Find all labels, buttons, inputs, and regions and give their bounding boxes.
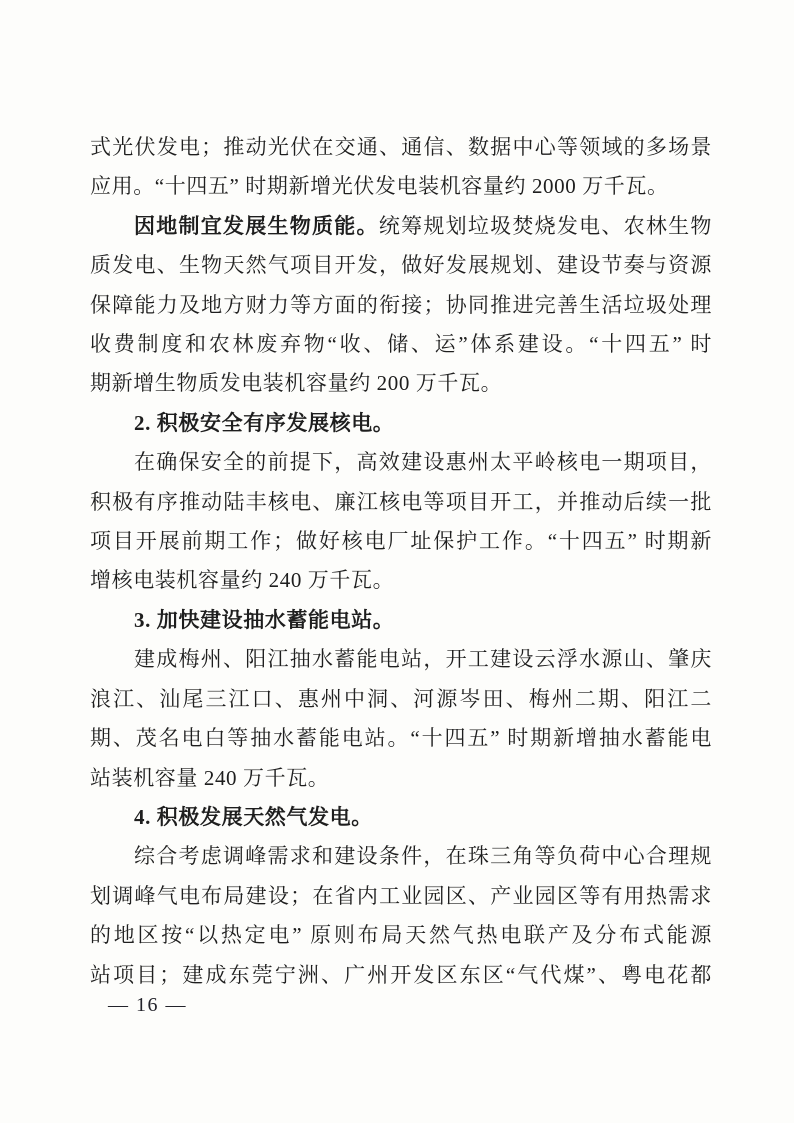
text-line [90, 719, 712, 758]
text-line [90, 286, 712, 325]
text-run: 增核电装机容量约 240 万千瓦。 [90, 568, 395, 593]
bold-run: 3. 加快建设抽水蓄能电站。 [134, 607, 395, 632]
text-line [90, 128, 712, 167]
text-run: 站项目；建成东莞宁洲、广州开发区东区“气代煤”、粤电花都 [90, 962, 712, 987]
text-run: 的地区按“以热定电” 原则布局天然气热电联产及分布式能源 [90, 923, 712, 948]
text-line [90, 837, 712, 876]
text-line [90, 483, 712, 522]
text-line [90, 877, 712, 916]
text-run: 划调峰气电布局建设；在省内工业园区、产业园区等有用热需求 [90, 883, 712, 908]
bold-run: 4. 积极发展天然气发电。 [134, 804, 373, 829]
bold-run: 2. 积极安全有序发展核电。 [134, 410, 395, 435]
text-line [90, 443, 712, 482]
text-run: 期新增生物质发电装机容量约 200 万千瓦。 [90, 371, 503, 396]
text-line [90, 246, 712, 285]
text-run: 站装机容量 240 万千瓦。 [90, 765, 330, 790]
text-line [90, 561, 712, 600]
text-run: 浪江、汕尾三江口、惠州中洞、河源岑田、梅州二期、阳江二 [90, 686, 712, 711]
text-run: 项目开展前期工作；做好核电厂址保护工作。“十四五” 时期新 [90, 529, 712, 554]
section-heading [90, 404, 712, 443]
text-run: 在确保安全的前提下，高效建设惠州太平岭核电一期项目， [134, 450, 712, 475]
text-line [90, 956, 712, 995]
text-run: 综合考虑调峰需求和建设条件，在珠三角等负荷中心合理规 [134, 844, 712, 869]
text-run: 收费制度和农林废弃物“收、储、运”体系建设。“十四五” 时 [90, 332, 712, 357]
page-number: — 16 — [108, 994, 187, 1016]
text-line [90, 680, 712, 719]
text-run: 积极有序推动陆丰核电、廉江核电等项目开工，并推动后续一批 [90, 489, 712, 514]
text-run: 保障能力及地方财力等方面的衔接；协同推进完善生活垃圾处理 [90, 292, 712, 317]
text-line [90, 207, 712, 246]
document-body [90, 128, 712, 995]
text-line [90, 522, 712, 561]
text-run: 式光伏发电；推动光伏在交通、通信、数据中心等领域的多场景 [90, 135, 712, 159]
text-run: 期、茂名电白等抽水蓄能电站。“十四五” 时期新增抽水蓄能电 [90, 726, 712, 751]
section-heading [90, 798, 712, 837]
text-line [90, 167, 712, 206]
text-run: 建成梅州、阳江抽水蓄能电站，开工建设云浮水源山、肇庆 [134, 647, 712, 672]
text-line [90, 759, 712, 798]
text-run: 质发电、生物天然气项目开发，做好发展规划、建设节奏与资源 [90, 253, 712, 278]
text-line [90, 916, 712, 955]
text-line [90, 325, 712, 364]
bold-run: 因地制宜发展生物质能。 [134, 213, 379, 238]
section-heading [90, 601, 712, 640]
text-run: 应用。“十四五” 时期新增光伏发电装机容量约 2000 万千瓦。 [90, 174, 669, 199]
text-run: 统筹规划垃圾焚烧发电、农林生物 [378, 213, 712, 238]
text-line [90, 364, 712, 403]
text-line [90, 640, 712, 679]
